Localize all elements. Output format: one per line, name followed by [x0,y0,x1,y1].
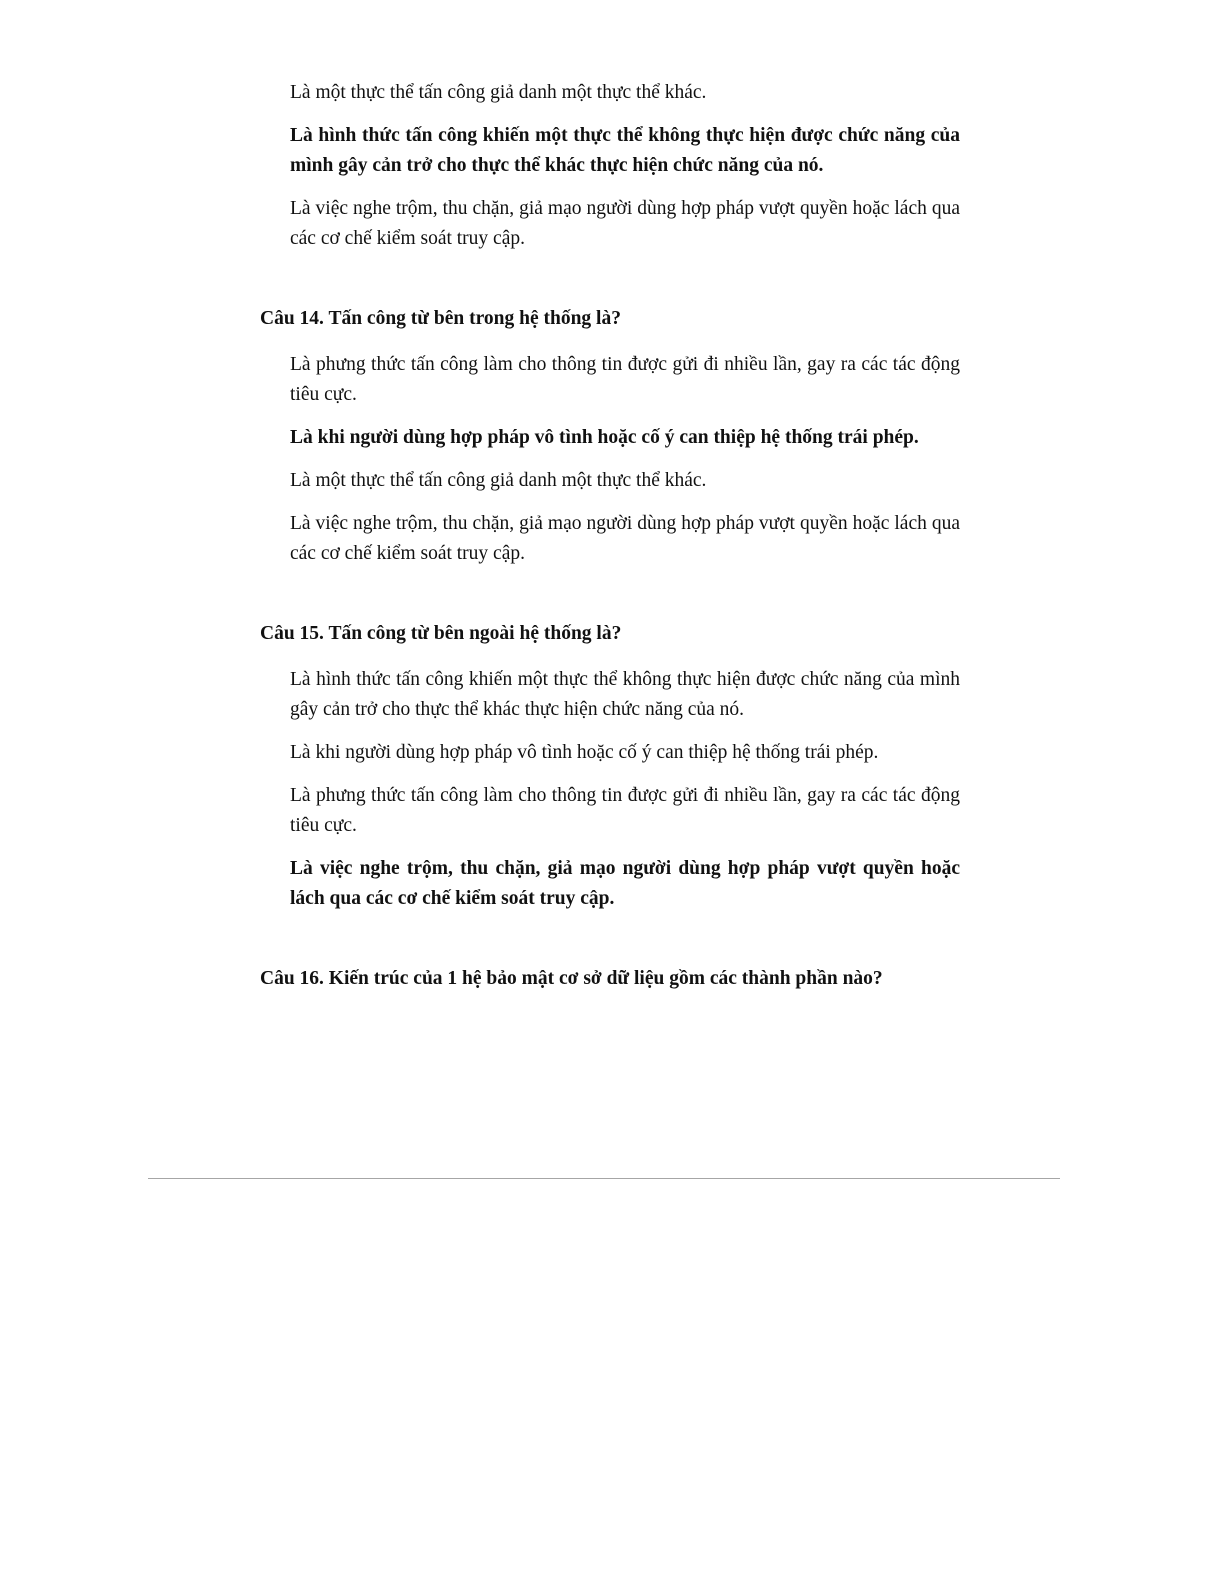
previous-question-answers [260,78,960,254]
answer-option: Là phưng thức tấn công làm cho thông tin được gửi đi nhiều lần, gay ra các tác động tiêu cực. [290,354,960,405]
question-title: Câu 16. Kiến trúc của 1 hệ bảo mật cơ sở dữ liệu gồm các thành phần nào? [260,968,883,989]
answer-option: Là việc nghe trộm, thu chặn, giả mạo người dùng hợp pháp vượt quyền hoặc lách qua các cơ chế kiểm soát truy cập. [290,513,960,564]
question-title: Câu 15. Tấn công từ bên ngoài hệ thống là? [260,623,622,644]
question-16 [260,964,960,994]
answer-option-correct: Là việc nghe trộm, thu chặn, giả mạo người dùng hợp pháp vượt quyền hoặc lách qua các cơ chế kiểm soát truy cập. [290,858,960,909]
horizontal-rule [148,1178,1060,1179]
question-title: Câu 14. Tấn công từ bên trong hệ thống là? [260,308,621,329]
answer-option: Là một thực thể tấn công giả danh một thực thể khác. [290,82,707,103]
answer-option: Là hình thức tấn công khiến một thực thể không thực hiện được chức năng của mình gây cản trở cho thực thể khác thực hiện chức năng của nó. [290,669,960,720]
question-15 [260,619,960,914]
answer-option-correct: Là hình thức tấn công khiến một thực thể không thực hiện được chức năng của mình gây cản trở cho thực thể khác thực hiện chức năng của nó. [290,125,960,176]
answer-option: Là một thực thể tấn công giả danh một thực thể khác. [290,470,707,491]
answer-option: Là việc nghe trộm, thu chặn, giả mạo người dùng hợp pháp vượt quyền hoặc lách qua các cơ chế kiểm soát truy cập. [290,198,960,249]
question-14 [260,304,960,569]
answer-option-correct: Là khi người dùng hợp pháp vô tình hoặc cố ý can thiệp hệ thống trái phép. [290,427,919,448]
answer-option: Là khi người dùng hợp pháp vô tình hoặc cố ý can thiệp hệ thống trái phép. [290,742,879,763]
answer-option: Là phưng thức tấn công làm cho thông tin được gửi đi nhiều lần, gay ra các tác động tiêu cực. [290,785,960,836]
